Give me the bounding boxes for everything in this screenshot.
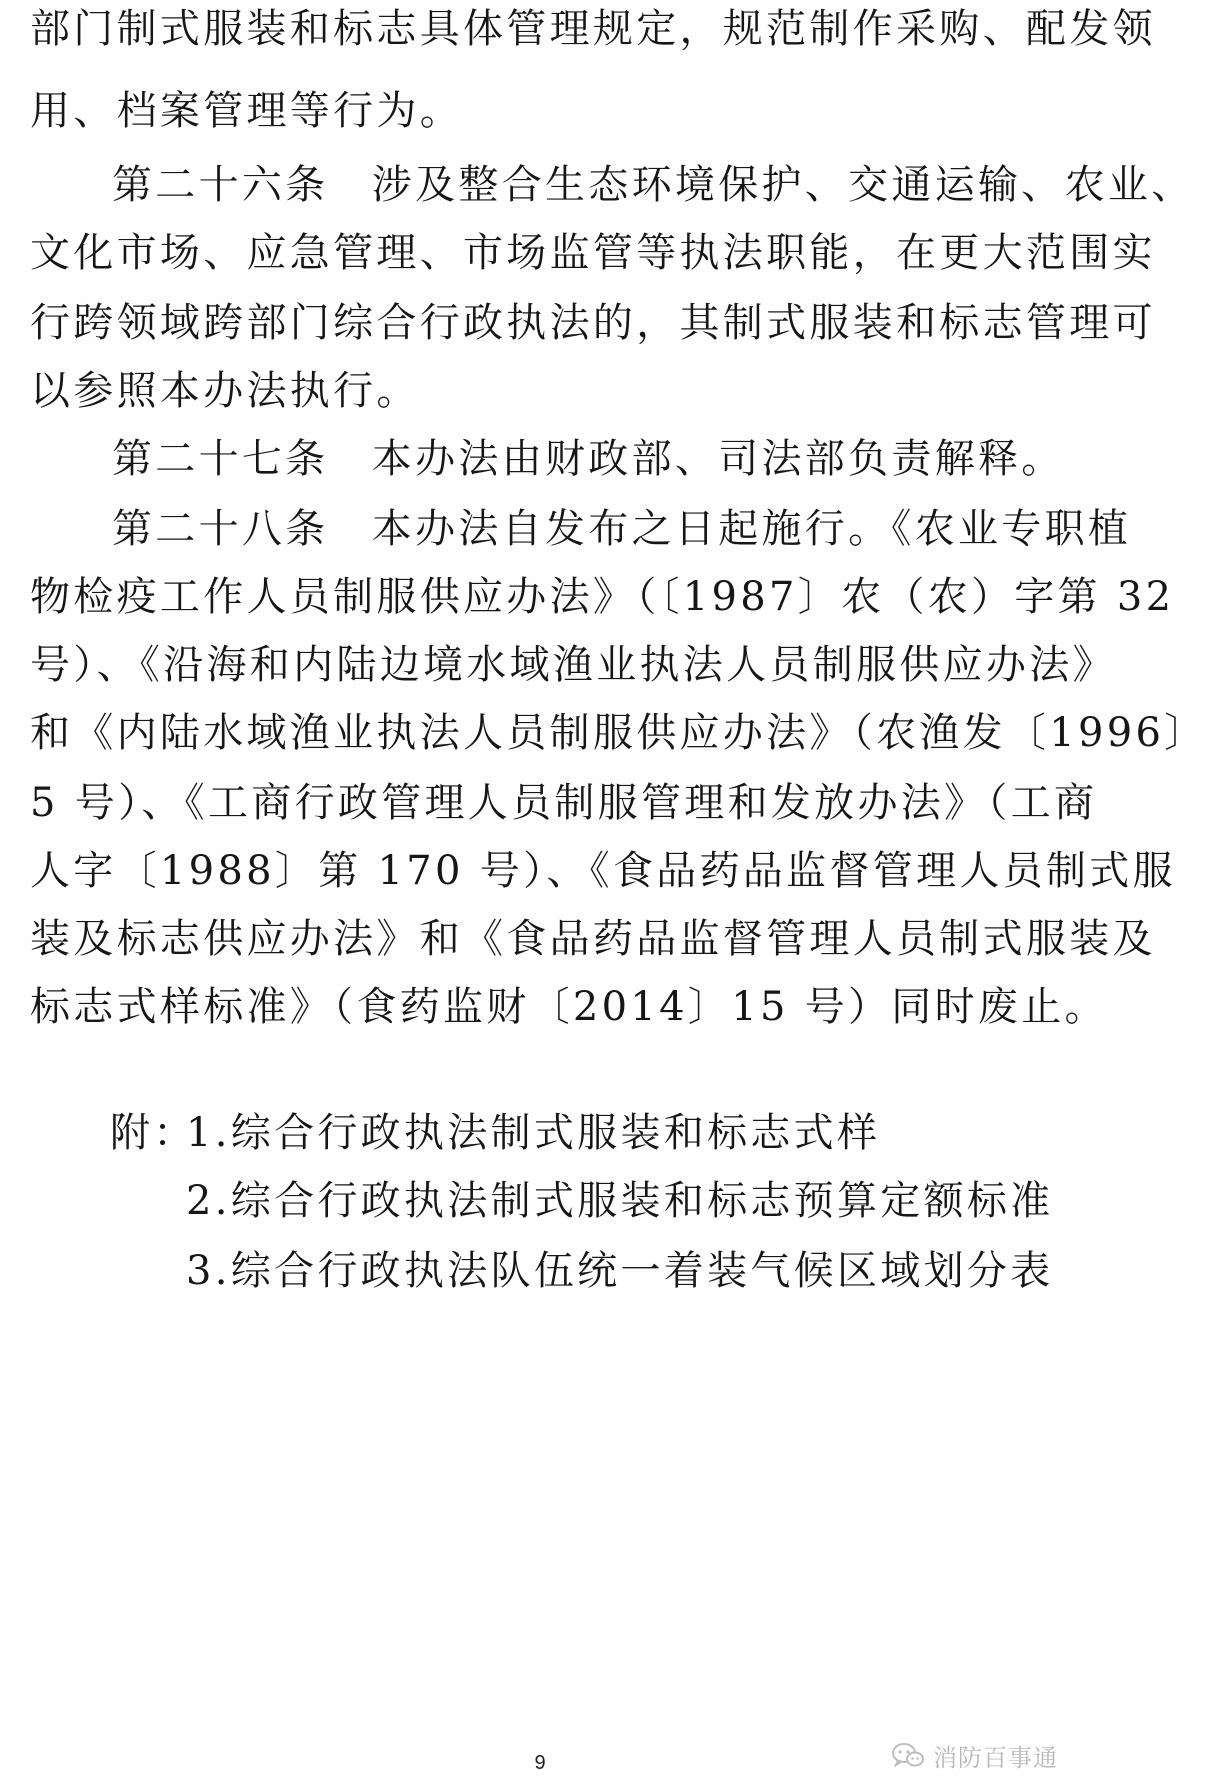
text-line: 行跨领域跨部门综合行政执法的，其制式服装和标志管理可 — [30, 300, 1156, 346]
text-line: 文化市场、应急管理、市场监管等执法职能，在更大范围实 — [30, 230, 1156, 276]
text-line: 部门制式服装和标志具体管理规定，规范制作采购、配发领 — [30, 6, 1156, 52]
text-line: 物检疫工作人员制服供应办法》（〔1987〕农（农）字第 32 — [30, 574, 1175, 620]
text-line: 用、档案管理等行为。 — [30, 88, 463, 134]
text-line: 和《内陆水域渔业执法人员制服供应办法》（农渔发〔1996〕 — [30, 710, 1208, 756]
attachment-item: 2.综合行政执法制式服装和标志预算定额标准 — [186, 1178, 1054, 1224]
attachments-label: 附： — [110, 1110, 197, 1156]
text-line: 人字〔1988〕第 170 号）、《食品药品监督管理人员制式服 — [30, 848, 1176, 894]
watermark — [891, 1738, 1058, 1773]
watermark-text: 消防百事通 — [933, 1744, 1058, 1772]
article-28-heading-line: 第二十八条 本办法自发布之日起施行。《农业专职植 — [112, 506, 1132, 552]
page-number: 9 — [534, 1752, 546, 1774]
wechat-icon — [891, 1742, 925, 1770]
text-line: 标志式样标准》（食药监财〔2014〕15 号）同时废止。 — [30, 984, 1108, 1030]
attachment-item: 3.综合行政执法队伍统一着装气候区域划分表 — [186, 1248, 1054, 1294]
article-27-line: 第二十七条 本办法由财政部、司法部负责解释。 — [112, 436, 1065, 482]
article-26-heading-line: 第二十六条 涉及整合生态环境保护、交通运输、农业、 — [112, 162, 1195, 208]
text-line: 以参照本办法执行。 — [30, 368, 420, 414]
text-line: 号）、《沿海和内陆边境水域渔业执法人员制服供应办法》 — [30, 642, 1116, 688]
text-line: 5 号）、《工商行政管理人员制服管理和发放办法》（工商 — [30, 780, 1098, 826]
text-line: 装及标志供应办法》和《食品药品监督管理人员制式服装及 — [30, 916, 1156, 962]
attachment-item: 1.综合行政执法制式服装和标志式样 — [186, 1110, 881, 1156]
